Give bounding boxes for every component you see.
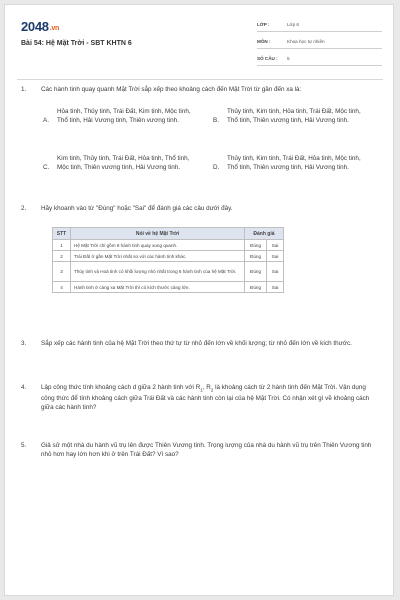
- true-choice[interactable]: Đúng: [244, 251, 266, 262]
- meta-row-class: [257, 18, 382, 32]
- row-statement: Hệ Mặt Trời chỉ gồm 8 hành tinh quay xung quanh.: [71, 240, 245, 251]
- option-letter: D.: [213, 164, 220, 171]
- option-text: Thủy tinh, Kim tinh, Hỏa tinh, Trái Đất, Mộc tinh, Thổ tinh, Thiên vương tinh, Hải Vương tinh.: [227, 108, 361, 125]
- table-row: [53, 262, 284, 282]
- question-number: 5.: [21, 442, 27, 449]
- false-choice[interactable]: Sai: [267, 262, 284, 282]
- page-title: Bài 54: Hệ Mặt Trời - SBT KHTN 6: [21, 40, 132, 47]
- meta-label: LỚP :: [257, 22, 270, 27]
- subscript: 2: [210, 387, 214, 393]
- meta-value: Lớp 6: [287, 22, 299, 27]
- meta-label: SỐ CÂU :: [257, 56, 278, 61]
- question-text-part: Lập công thức tính khoảng cách d giữa 2 hành tinh với R: [41, 384, 201, 391]
- question-text: Hãy khoanh vào từ "Đúng" hoặc "Sai" để đánh giá các câu dưới đây.: [41, 205, 233, 212]
- table-row: [53, 240, 284, 251]
- question-number: 2.: [21, 205, 27, 212]
- option-text: Kim tinh, Thủy tinh, Trái Đất, Hỏa tinh, Thổ tinh, Mộc tinh, Thiên vương tinh, Hải Vương tinh.: [57, 155, 190, 172]
- row-statement: Trái Đất ở gần Mặt Trời nhất so với các hành tinh khác.: [71, 251, 245, 262]
- option-letter: C.: [43, 164, 50, 171]
- row-statement: Thủy tinh và Hoả tinh có khối lượng nhỏ nhất trong 8 hành tinh của hệ Mặt Trời.: [71, 262, 245, 282]
- option-letter: B.: [213, 117, 219, 124]
- question-text: [41, 383, 381, 412]
- logo-suffix: .vn: [49, 25, 59, 32]
- header-divider: [17, 79, 383, 80]
- meta-box: [257, 18, 382, 69]
- row-number: 4: [53, 282, 71, 293]
- meta-row-subject: [257, 35, 382, 49]
- true-choice[interactable]: Đúng: [244, 262, 266, 282]
- false-choice[interactable]: Sai: [267, 240, 284, 251]
- row-number: 1: [53, 240, 71, 251]
- row-number: 2: [53, 251, 71, 262]
- question-text: Giả sử một nhà du hành vũ trụ lên được Thiên Vương tinh. Trọng lượng của nhà du hành vũ trụ trên Thiên Vương tinh nhỏ hơn hay lớn hơn khi ở trên Trái Đất? Vì sao?: [41, 442, 372, 458]
- row-statement: Hành tinh ở càng xa Mặt Trời thì có kích thước càng lớn.: [71, 282, 245, 293]
- row-number: 3: [53, 262, 71, 282]
- question-number: 4.: [21, 384, 27, 391]
- table-row: [53, 282, 284, 293]
- question-number: 1.: [21, 86, 27, 93]
- true-choice[interactable]: Đúng: [244, 240, 266, 251]
- option-text: Thủy tinh, Kim tinh, Trái Đất, Hỏa tinh, Mộc tinh, Thổ tinh, Thiên vương tinh, Hải Vương tinh.: [227, 155, 361, 172]
- subscript: 1: [200, 387, 203, 393]
- meta-value: 5: [287, 56, 290, 61]
- column-header-stt: STT: [53, 228, 71, 240]
- column-header-statement: Nói về hệ Mặt Trời: [71, 228, 245, 240]
- worksheet-header: [5, 5, 395, 71]
- question-text: Các hành tinh quay quanh Mặt Trời sắp xếp theo khoảng cách đến Mặt Trời từ gần đến xa là:: [41, 86, 302, 93]
- true-false-table: [52, 227, 284, 293]
- option-text: Hỏa tinh, Thủy tinh, Trái Đất, Kim tinh, Mộc tinh, Thổ tinh, Hải Vương tinh, Thiên vương tinh.: [57, 108, 191, 125]
- column-header-evaluation: Đánh giá: [244, 228, 283, 240]
- question-text-part: là khoảng cách từ 2 hành tinh đến Mặt Trời. Vận dụng công thức để tính khoảng cách giữa Trái Đất và các hành tinh còn lại của hệ Mặt Trời. Có nhận xét gì về khoảng cách giữa các hành tinh?: [41, 384, 370, 412]
- meta-label: MÔN :: [257, 39, 271, 44]
- true-choice[interactable]: Đúng: [244, 282, 266, 293]
- meta-row-count: [257, 52, 382, 66]
- site-logo[interactable]: [21, 19, 59, 34]
- logo-text: 2048: [21, 19, 49, 34]
- question-text-part: , R: [202, 384, 211, 391]
- table-header-row: [53, 228, 284, 240]
- false-choice[interactable]: Sai: [267, 251, 284, 262]
- worksheet-page: [4, 4, 394, 596]
- meta-value: Khoa học tự nhiên: [287, 39, 325, 44]
- option-letter: A.: [43, 117, 49, 124]
- table-row: [53, 251, 284, 262]
- false-choice[interactable]: Sai: [267, 282, 284, 293]
- question-number: 3.: [21, 340, 27, 347]
- question-text: Sắp xếp các hành tinh của hệ Mặt Trời theo thứ tự từ nhỏ đến lớn về khối lượng; từ nhỏ đến lớn về kích thước.: [41, 340, 352, 347]
